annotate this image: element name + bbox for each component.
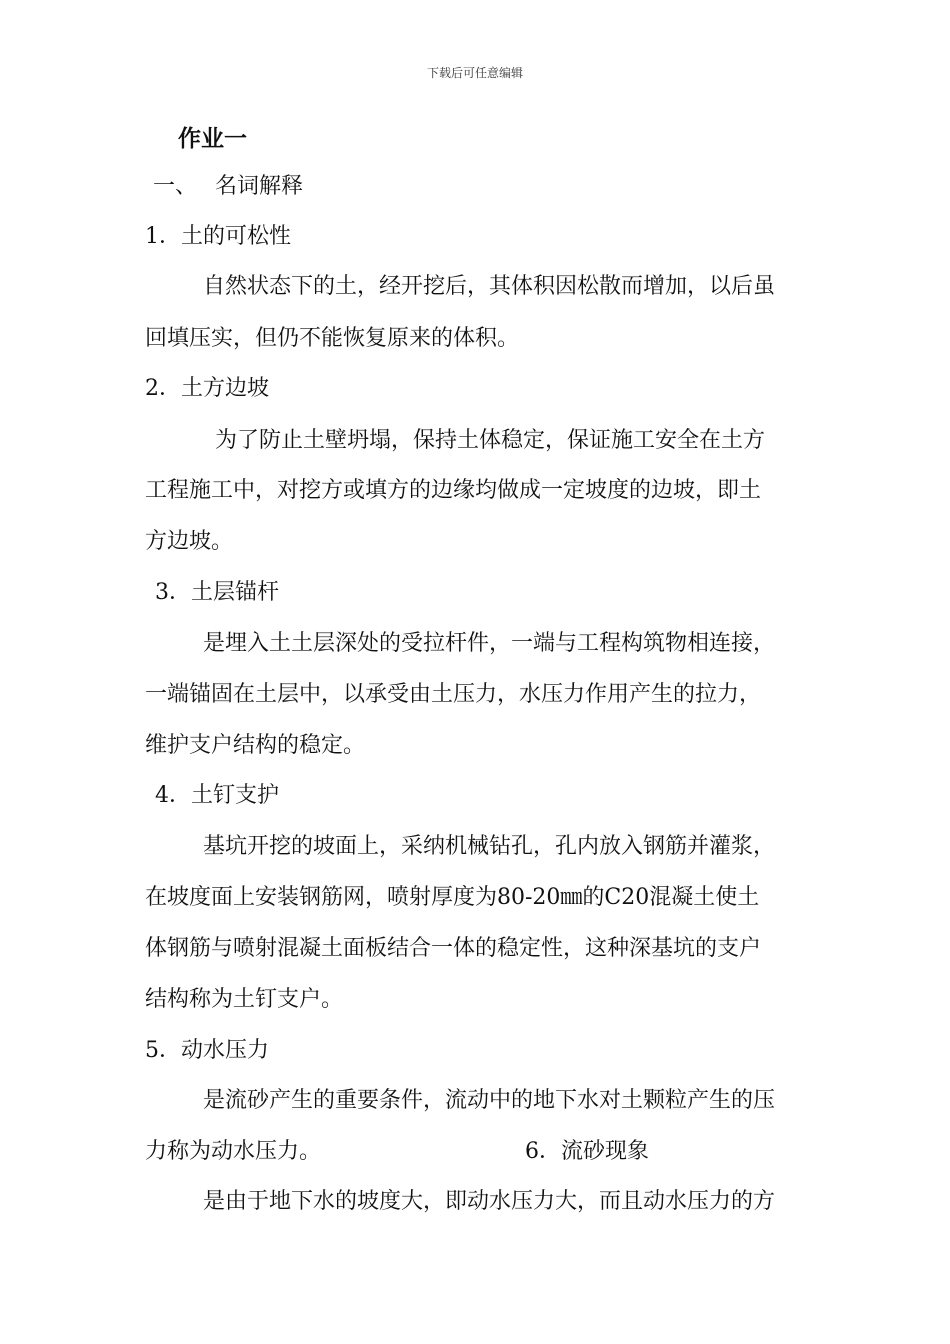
term-heading-5: 5．动水压力 xyxy=(145,1038,269,1063)
term-2-line-2: 工程施工中，对挖方或填方的边缘均做成一定坡度的边坡，即土 xyxy=(145,478,762,503)
term-4-line-3: 体钢筋与喷射混凝土面板结合一体的稳定性，这种深基坑的支户 xyxy=(145,936,762,961)
term-3-line-2: 一端锚固在土层中，以承受由土压力，水压力作用产生的拉力， xyxy=(145,682,762,707)
term-1-line-1: 自然状态下的土，经开挖后，其体积因松散而增加，以后虽 xyxy=(203,274,776,299)
term-5-line-1: 是流砂产生的重要条件，流动中的地下水对土颗粒产生的压 xyxy=(203,1088,776,1113)
term-heading-3: 3．土层锚杆 xyxy=(155,580,279,605)
term-6-line-1: 是由于地下水的坡度大，即动水压力大，而且动水压力的方 xyxy=(203,1189,776,1214)
section-number: 一、 xyxy=(153,174,198,199)
term-heading-6: 6．流砂现象 xyxy=(525,1139,649,1164)
term-4-line-4: 结构称为土钉支户。 xyxy=(145,987,344,1012)
term-1-line-2: 回填压实，但仍不能恢复原来的体积。 xyxy=(145,326,520,351)
term-5-line-2: 力称为动水压力。 xyxy=(145,1139,322,1164)
term-2-line-3: 方边坡。 xyxy=(145,529,234,554)
term-4-line-1: 基坑开挖的坡面上，采纳机械钻孔，孔内放入钢筋并灌浆， xyxy=(203,834,776,859)
page-header-watermark: 下载后可任意编辑 xyxy=(426,66,523,80)
term-heading-1: 1．土的可松性 xyxy=(145,224,291,249)
term-heading-4: 4．土钉支护 xyxy=(155,783,279,808)
term-4-line-2: 在坡度面上安装钢筋网，喷射厚度为80-20㎜的C20混凝土使土 xyxy=(145,885,760,910)
term-heading-2: 2．土方边坡 xyxy=(145,376,269,401)
term-3-line-3: 维护支户结构的稳定。 xyxy=(145,733,366,758)
section-heading: 名词解释 xyxy=(215,174,304,199)
term-2-line-1: 为了防止土壁坍塌，保持土体稳定，保证施工安全在土方 xyxy=(215,428,766,453)
term-3-line-1: 是埋入土土层深处的受拉杆件，一端与工程构筑物相连接， xyxy=(203,631,776,656)
page-title: 作业一 xyxy=(178,126,247,152)
